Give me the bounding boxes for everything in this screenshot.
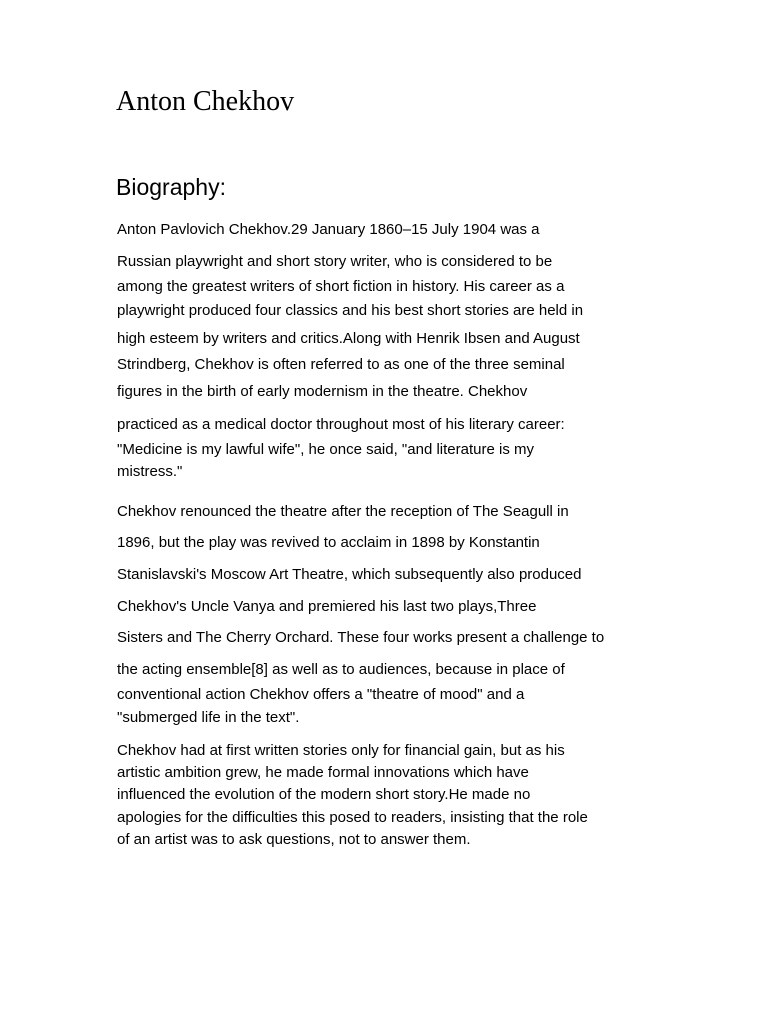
text-line: high esteem by writers and critics.Along with Henrik Ibsen and August bbox=[117, 330, 580, 347]
text-line: of an artist was to ask questions, not to answer them. bbox=[117, 831, 471, 848]
text-line: "Medicine is my lawful wife", he once said, "and literature is my bbox=[117, 441, 534, 458]
text-line: apologies for the difficulties this posed to readers, insisting that the role bbox=[117, 809, 588, 826]
text-line: playwright produced four classics and his best short stories are held in bbox=[117, 302, 584, 319]
text-line: conventional action Chekhov offers a "theatre of mood" and a bbox=[117, 686, 525, 703]
section-heading: Biography: bbox=[116, 174, 226, 200]
text-line: Strindberg, Chekhov is often referred to as one of the three seminal bbox=[117, 356, 565, 373]
text-line: Chekhov renounced the theatre after the reception of The Seagull in bbox=[117, 503, 569, 520]
text-line: practiced as a medical doctor throughout most of his literary career: bbox=[117, 416, 565, 433]
text-line: Chekhov's Uncle Vanya and premiered his last two plays,Three bbox=[117, 598, 537, 615]
text-line: among the greatest writers of short fiction in history. His career as a bbox=[117, 278, 565, 295]
text-line: Russian playwright and short story writer, who is considered to be bbox=[117, 253, 553, 270]
document-title: Anton Chekhov bbox=[116, 86, 295, 117]
text-line: Sisters and The Cherry Orchard. These four works present a challenge to bbox=[117, 629, 605, 646]
text-line: mistress." bbox=[117, 463, 183, 480]
text-line: artistic ambition grew, he made formal innovations which have bbox=[117, 764, 529, 781]
text-line: influenced the evolution of the modern short story.He made no bbox=[117, 786, 531, 803]
text-line: figures in the birth of early modernism in the theatre. Chekhov bbox=[117, 383, 528, 400]
text-line: Anton Pavlovich Chekhov.29 January 1860–15 July 1904 was a bbox=[117, 221, 540, 238]
text-line: 1896, but the play was revived to acclaim in 1898 by Konstantin bbox=[117, 534, 540, 551]
text-line: the acting ensemble[8] as well as to audiences, because in place of bbox=[117, 661, 565, 678]
text-line: Chekhov had at first written stories only for financial gain, but as his bbox=[117, 742, 565, 759]
text-line: "submerged life in the text". bbox=[117, 709, 300, 726]
text-line: Stanislavski's Moscow Art Theatre, which subsequently also produced bbox=[117, 566, 582, 583]
